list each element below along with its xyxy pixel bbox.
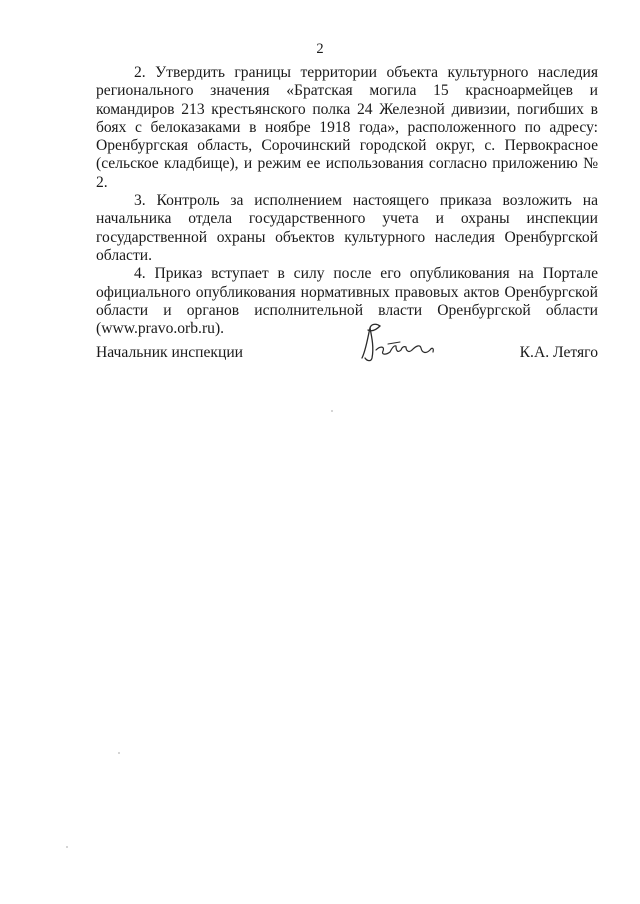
document-body xyxy=(96,64,598,338)
handwritten-signature xyxy=(352,320,438,366)
signatory-name: К.А. Летяго xyxy=(519,344,598,361)
scan-speck xyxy=(118,752,120,754)
paragraph-item-3: 3. Контроль за исполнением настоящего приказа возложить на начальника отдела государственного учета и охраны инспекции государственной охраны объектов культурного наследия Оренбургской области. xyxy=(96,192,598,264)
signatory-position: Начальник инспекции xyxy=(96,344,244,361)
paragraph-item-2: 2. Утвердить границы территории объекта культурного наследия регионального значения «Братская могила 15 красноармейцев и командиров 213 крестьянского полка 24 Железной дивизии, погибших в боях с белоказаками в ноябре 1918 года», расположенного по адресу: Оренбургская область, Сорочинский городской округ, с. Первокрасное (сельское кладбище), и режим ее использования согласно приложению № 2. xyxy=(96,64,598,191)
signature-block xyxy=(96,340,598,370)
scan-speck xyxy=(331,410,333,412)
paragraph-item-4: 4. Приказ вступает в силу после его опубликования на Портале официального опубликования нормативных правовых актов Оренбургской области и органов исполнительной власти Оренбургской области (www.pravo.orb.ru). xyxy=(96,265,598,338)
page-number: 2 xyxy=(316,41,324,57)
scan-speck xyxy=(66,846,68,848)
